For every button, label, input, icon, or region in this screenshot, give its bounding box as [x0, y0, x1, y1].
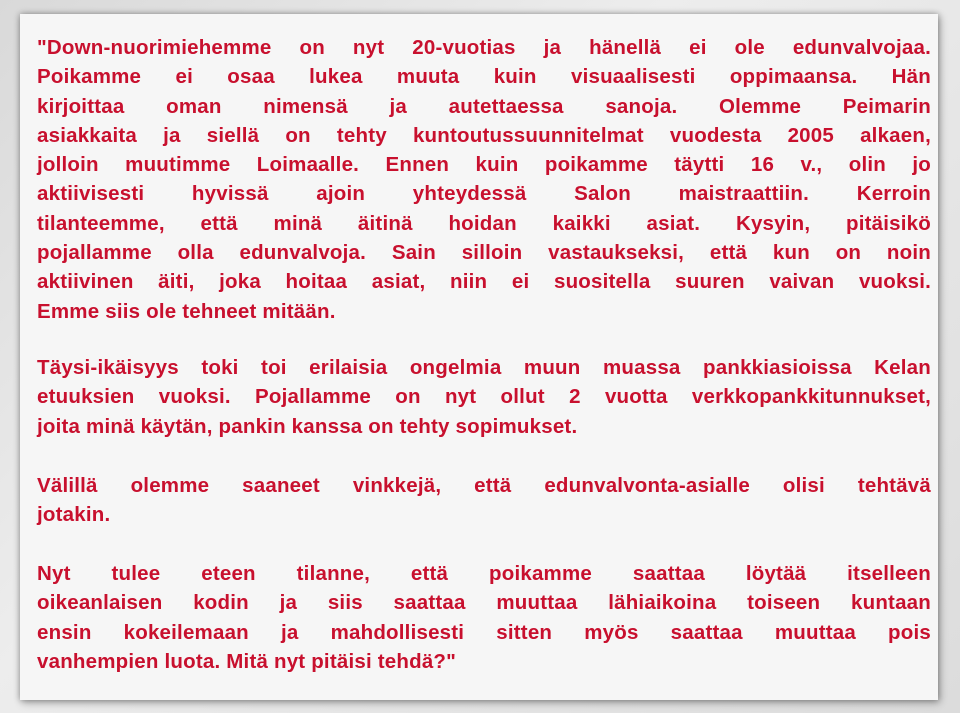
text-line: Välillä olemme saaneet vinkkejä, että edunvalvonta-asialle olisi tehtävä: [37, 474, 931, 497]
text-line: ensin kokeilemaan ja mahdollisesti sitten myös saattaa muuttaa pois: [37, 620, 931, 644]
quote-paragraph-1: [37, 33, 931, 326]
text-line: jotakin.: [37, 503, 111, 527]
text-line: Nyt tulee eteen tilanne, että poikamme saattaa löytää itselleen: [37, 562, 931, 585]
text-line: pojallamme olla edunvalvoja. Sain silloin vastaukseksi, että kun on noin: [37, 241, 931, 265]
text-line: Täysi-ikäisyys toki toi erilaisia ongelmia muun muassa pankkiasioissa Kelan: [37, 356, 931, 379]
text-line: tilanteemme, että minä äitinä hoidan kaikki asiat. Kysyin, pitäisikö: [37, 211, 931, 235]
text-line: joita minä käytän, pankin kanssa on tehty sopimukset.: [37, 414, 578, 438]
text-line: etuuksien vuoksi. Pojallamme on nyt ollut 2 vuotta verkkopankkitunnukset,: [37, 385, 931, 409]
text-line: jolloin muutimme Loimaalle. Ennen kuin poikamme täytti 16 v., olin jo: [37, 153, 931, 177]
text-line: Poikamme ei osaa lukea muuta kuin visuaalisesti oppimaansa. Hän: [37, 65, 931, 89]
quote-paragraph-4: [37, 559, 931, 676]
text-line: vanhempien luota. Mitä nyt pitäisi tehdä?": [37, 649, 457, 673]
text-line: Emme siis ole tehneet mitään.: [37, 299, 336, 323]
text-line: aktiivisesti hyvissä ajoin yhteydessä Salon maistraattiin. Kerroin: [37, 182, 931, 206]
text-line: asiakkaita ja siellä on tehty kuntoutussuunnitelmat vuodesta 2005 alkaen,: [37, 123, 931, 147]
quote-paragraph-2: [37, 353, 931, 441]
quote-paragraph-3: [37, 471, 931, 530]
text-line: aktiivinen äiti, joka hoitaa asiat, niin ei suositella suuren vaivan vuoksi.: [37, 270, 931, 294]
text-line: kirjoittaa oman nimensä ja autettaessa sanoja. Olemme Peimarin: [37, 94, 931, 118]
text-line: oikeanlaisen kodin ja siis saattaa muuttaa lähiaikoina toiseen kuntaan: [37, 591, 931, 615]
text-line: "Down-nuorimiehemme on nyt 20-vuotias ja hänellä ei ole edunvalvojaa.: [37, 36, 931, 59]
